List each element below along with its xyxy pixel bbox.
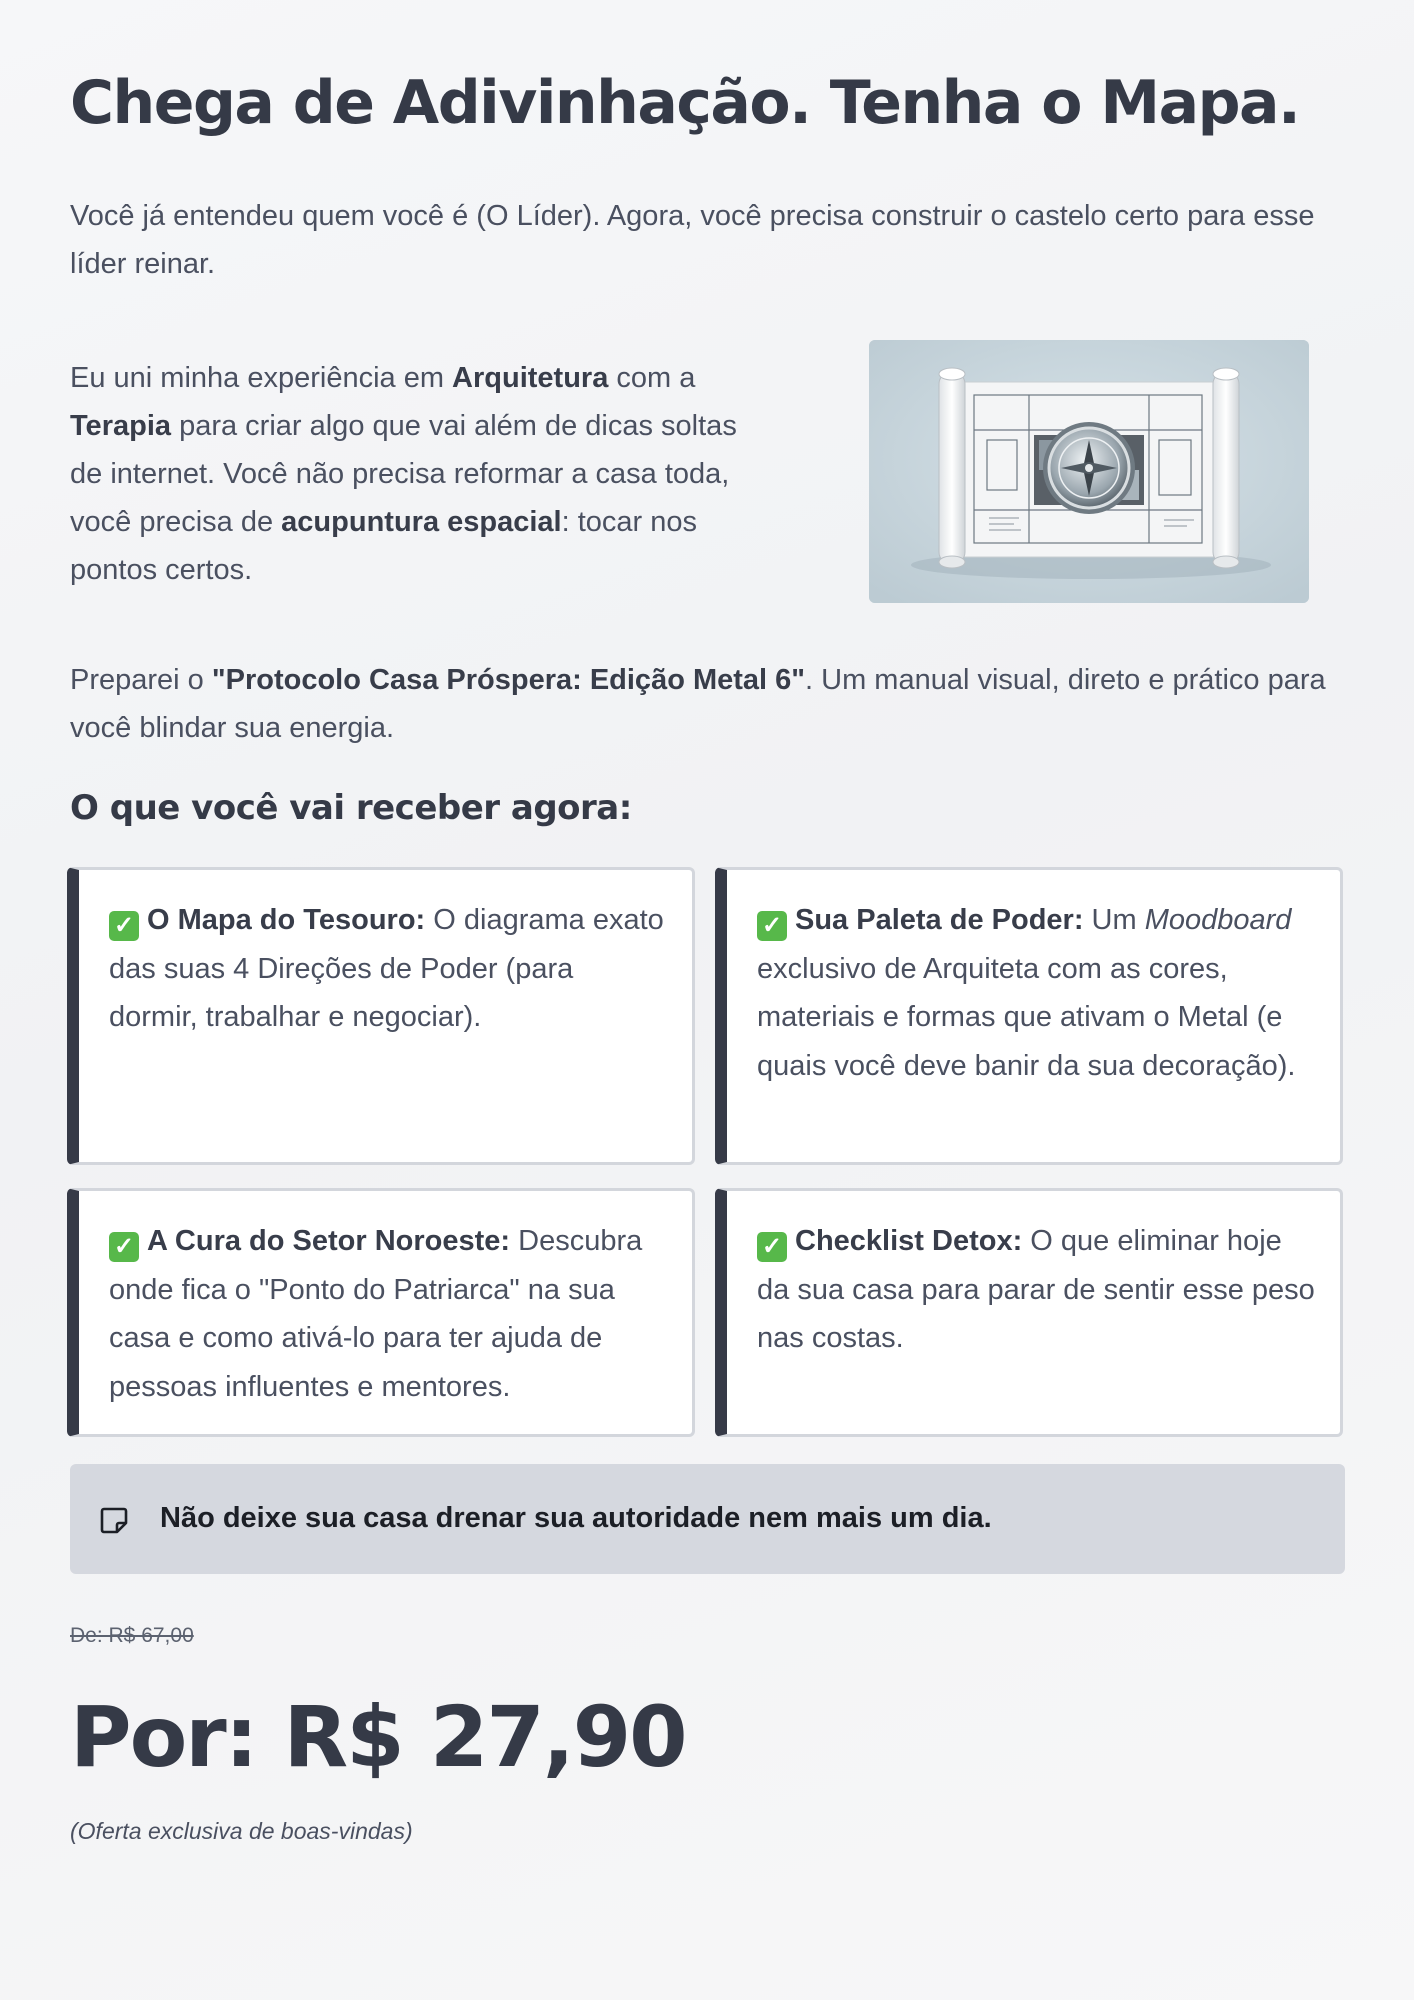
check-mark-icon: ✓ — [109, 1232, 139, 1262]
hero-image — [869, 340, 1309, 603]
benefit-text: Um — [1083, 904, 1145, 936]
page-title: Chega de Adivinhação. Tenha o Mapa. — [70, 68, 1300, 138]
benefit-italic-term: Moodboard — [1144, 904, 1292, 936]
benefit-text: Descubra onde fica o "Ponto do Patriarca" na sua casa e como ativá-lo para ter ajuda de pessoas influentes e mentores. — [109, 1225, 643, 1403]
offer-note: (Oferta exclusiva de boas-vindas) — [70, 1818, 413, 1844]
benefit-title: Checklist Detox: — [795, 1225, 1023, 1257]
intro-text: para criar algo que vai além de dicas soltas de internet. Você não precisa reformar a casa toda, você precisa de — [70, 410, 737, 538]
lead-paragraph: Você já entendeu quem você é (O Líder). Agora, você precisa construir o castelo certo para esse líder reinar. — [70, 200, 1315, 280]
benefit-text: exclusivo de Arquiteta com as cores, materiais e formas que ativam o Metal (e quais você deve banir da sua decoração). — [757, 952, 1296, 1082]
intro-bold-acupuncture: acupuntura espacial — [281, 506, 562, 538]
blueprint-compass-illustration — [869, 340, 1309, 603]
intro-text: : tocar nos pontos certos. — [70, 506, 698, 586]
section-heading: O que você vai receber agora: — [70, 788, 632, 828]
intro-text: com a — [608, 362, 696, 394]
check-mark-icon: ✓ — [109, 911, 139, 941]
note-icon — [98, 1504, 130, 1536]
notice-text: Não deixe sua casa drenar sua autoridade nem mais um dia. — [160, 1502, 992, 1534]
benefit-card — [715, 1188, 1343, 1437]
intro-bold-therapy: Terapia — [70, 410, 172, 442]
check-mark-icon: ✓ — [757, 911, 787, 941]
check-mark-icon: ✓ — [757, 1232, 787, 1262]
benefit-card — [67, 1188, 695, 1437]
intro-bold-architecture: Arquitetura — [452, 362, 609, 394]
benefit-title: A Cura do Setor Noroeste: — [147, 1225, 511, 1257]
benefit-text: O que eliminar hoje da sua casa para parar de sentir esse peso nas costas. — [757, 1225, 1315, 1354]
notice-banner — [70, 1464, 1345, 1574]
benefit-card — [67, 867, 695, 1165]
intro-paragraph — [70, 354, 770, 594]
current-price: Por: R$ 27,90 — [70, 1688, 686, 1786]
protocol-paragraph — [70, 656, 1340, 752]
protocol-text: . Um manual visual, direto e prático para você blindar sua energia. — [70, 664, 1326, 744]
old-price: De: R$ 67,00 — [70, 1624, 194, 1647]
benefit-title: Sua Paleta de Poder: — [795, 904, 1084, 936]
protocol-text: Preparei o — [70, 664, 212, 696]
benefit-title: O Mapa do Tesouro: — [147, 904, 426, 936]
protocol-product-name: "Protocolo Casa Próspera: Edição Metal 6" — [211, 664, 806, 696]
benefit-text: O diagrama exato das suas 4 Direções de Poder (para dormir, trabalhar e negociar). — [109, 904, 664, 1033]
intro-text: Eu uni minha experiência em — [70, 362, 453, 394]
benefit-card — [715, 867, 1343, 1165]
